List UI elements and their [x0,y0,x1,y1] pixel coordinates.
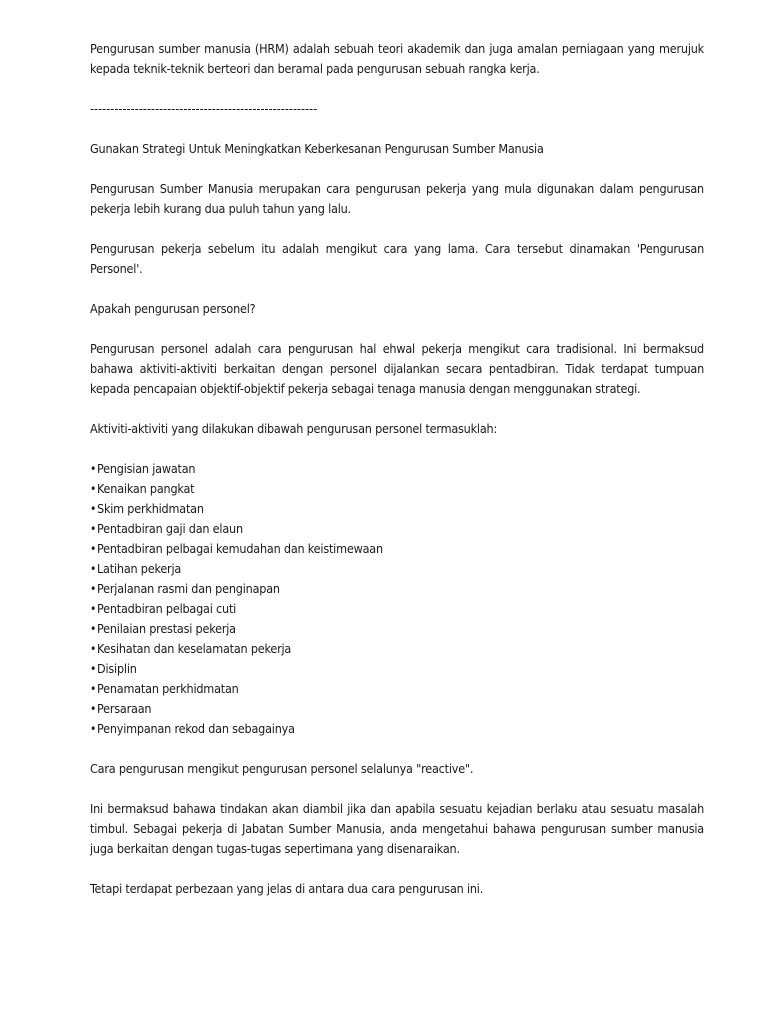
bullet-icon: • [90,502,97,516]
list-item: •Penamatan perkhidmatan [90,679,704,699]
list-intro: Aktiviti-aktiviti yang dilakukan dibawah pengurusan personel termasuklah: [90,421,498,436]
paragraph-hrm-definition: Pengurusan Sumber Manusia merupakan cara pengurusan pekerja yang mula digunakan dalam pengurusan pekerja lebih kurang dua puluh tahun yang lalu. [90,181,704,216]
question-heading: Apakah pengurusan personel? [90,301,256,316]
bullet-icon: • [90,482,97,496]
list-item: •Kesihatan dan keselamatan pekerja [90,639,704,659]
bullet-icon: • [90,602,97,616]
list-item: •Disiplin [90,659,704,679]
bullet-icon: • [90,642,97,656]
intro-paragraph: Pengurusan sumber manusia (HRM) adalah sebuah teori akademik dan juga amalan perniagaan yang merujuk kepada teknik-teknik berteori dan beramal pada pengurusan sebuah rangka kerja. [90,41,704,76]
list-item: •Persaraan [90,699,704,719]
list-item: •Pentadbiran gaji dan elaun [90,519,704,539]
paragraph-personnel-management: Pengurusan pekerja sebelum itu adalah mengikut cara yang lama. Cara tersebut dinamakan 'Pengurusan Personel'. [90,241,704,276]
bullet-icon: • [90,542,97,556]
paragraph-reactive: Cara pengurusan mengikut pengurusan personel selalunya "reactive". [90,761,474,776]
dashed-divider: -------------------------------------------------------- [90,101,318,116]
bullet-icon: • [90,702,97,716]
bullet-icon: • [90,722,97,736]
list-item: •Pengisian jawatan [90,459,704,479]
bullet-icon: • [90,662,97,676]
section-heading: Gunakan Strategi Untuk Meningkatkan Keberkesanan Pengurusan Sumber Manusia [90,141,544,156]
list-item: •Penilaian prestasi pekerja [90,619,704,639]
bullet-icon: • [90,622,97,636]
list-item: •Pentadbiran pelbagai cuti [90,599,704,619]
bullet-icon: • [90,562,97,576]
list-item: •Latihan pekerja [90,559,704,579]
bullet-icon: • [90,682,97,696]
bullet-icon: • [90,462,97,476]
list-item: •Perjalanan rasmi dan penginapan [90,579,704,599]
paragraph-reactive-explained: Ini bermaksud bahawa tindakan akan diambil jika dan apabila sesuatu kejadian berlaku atau sesuatu masalah timbul. Sebagai pekerja di Jabatan Sumber Manusia, anda mengetahui bahawa pengurusan sumber manusia juga berkaitan dengan tugas-tugas sepertimana yang disenaraikan. [90,801,704,856]
bullet-icon: • [90,582,97,596]
list-item: •Penyimpanan rekod dan sebagainya [90,719,704,739]
list-item: •Skim perkhidmatan [90,499,704,519]
list-item: •Pentadbiran pelbagai kemudahan dan keistimewaan [90,539,704,559]
activities-list [90,459,704,739]
paragraph-difference: Tetapi terdapat perbezaan yang jelas di antara dua cara pengurusan ini. [90,881,484,896]
list-item: •Kenaikan pangkat [90,479,704,499]
paragraph-personnel-explained: Pengurusan personel adalah cara pengurusan hal ehwal pekerja mengikut cara tradisional. Ini bermaksud bahawa aktiviti-aktiviti berkaitan dengan personel dijalankan secara pentadbiran. Tidak terdapat tumpuan kepada pencapaian objektif-objektif pekerja sebagai tenaga manusia dengan menggunakan strategi. [90,341,704,396]
bullet-icon: • [90,522,97,536]
